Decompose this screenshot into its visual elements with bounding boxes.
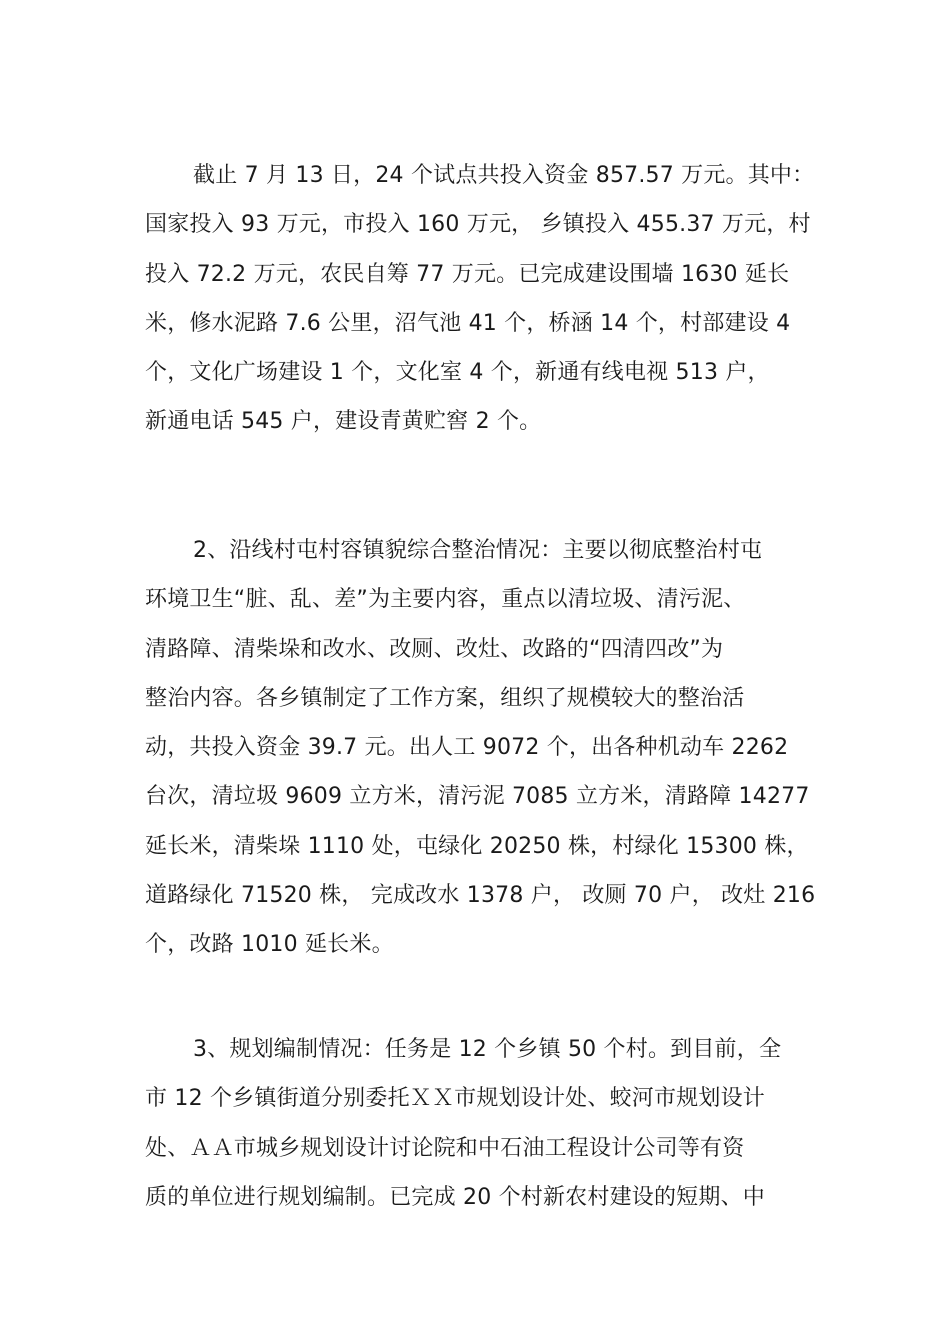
text-line: 台次，清垃圾 9609 立方米，清污泥 7085 立方米，清路障 14277: [145, 784, 810, 810]
paragraph-investment: [145, 151, 825, 447]
text-line: 市 12 个乡镇街道分别委托ＸＸ市规划设计处、蛟河市规划设计: [145, 1086, 765, 1112]
text-line: 道路绿化 71520 株， 完成改水 1378 户， 改厕 70 户， 改灶 216: [145, 883, 816, 909]
text-line: 整治内容。各乡镇制定了工作方案，组织了规模较大的整治活: [145, 685, 745, 711]
text-line: 新通电话 545 户，建设青黄贮窖 2 个。: [145, 409, 542, 435]
text-line: 投入 72.2 万元，农民自筹 77 万元。已完成建设围墙 1630 延长: [145, 261, 790, 287]
text-line: 国家投入 93 万元，市投入 160 万元， 乡镇投入 455.37 万元，村: [145, 212, 811, 238]
text-line: 3、规划编制情况：任务是 12 个乡镇 50 个村。到目前，全: [193, 1037, 782, 1062]
text-line: 延长米，清柴垛 1110 处，屯绿化 20250 株，村绿化 15300 株，: [145, 833, 809, 859]
text-line: 处、ＡＡ市城乡规划设计讨论院和中石油工程设计公司等有资: [145, 1135, 745, 1161]
text-line: 动，共投入资金 39.7 元。出人工 9072 个，出各种机动车 2262: [145, 735, 789, 761]
text-line: 截止 7 月 13 日，24 个试点共投入资金 857.57 万元。其中：: [193, 163, 815, 188]
text-line: 环境卫生“脏、乱、差”为主要内容，重点以清垃圾、清污泥、: [145, 587, 746, 613]
text-line: 个，改路 1010 延长米。: [145, 932, 394, 958]
text-line: 质的单位进行规划编制。已完成 20 个村新农村建设的短期、中: [145, 1184, 765, 1210]
paragraph-village-renovation: [145, 526, 825, 970]
text-line: 个，文化广场建设 1 个，文化室 4 个，新通有线电视 513 户，: [145, 360, 770, 386]
paragraph-planning: [145, 1025, 825, 1222]
text-line: 清路障、清柴垛和改水、改厕、改灶、改路的“四清四改”为: [145, 636, 724, 662]
text-line: 米，修水泥路 7.6 公里，沼气池 41 个，桥涵 14 个，村部建设 4: [145, 310, 791, 336]
text-line: 2、沿线村屯村容镇貌综合整治情况：主要以彻底整治村屯: [193, 538, 763, 563]
